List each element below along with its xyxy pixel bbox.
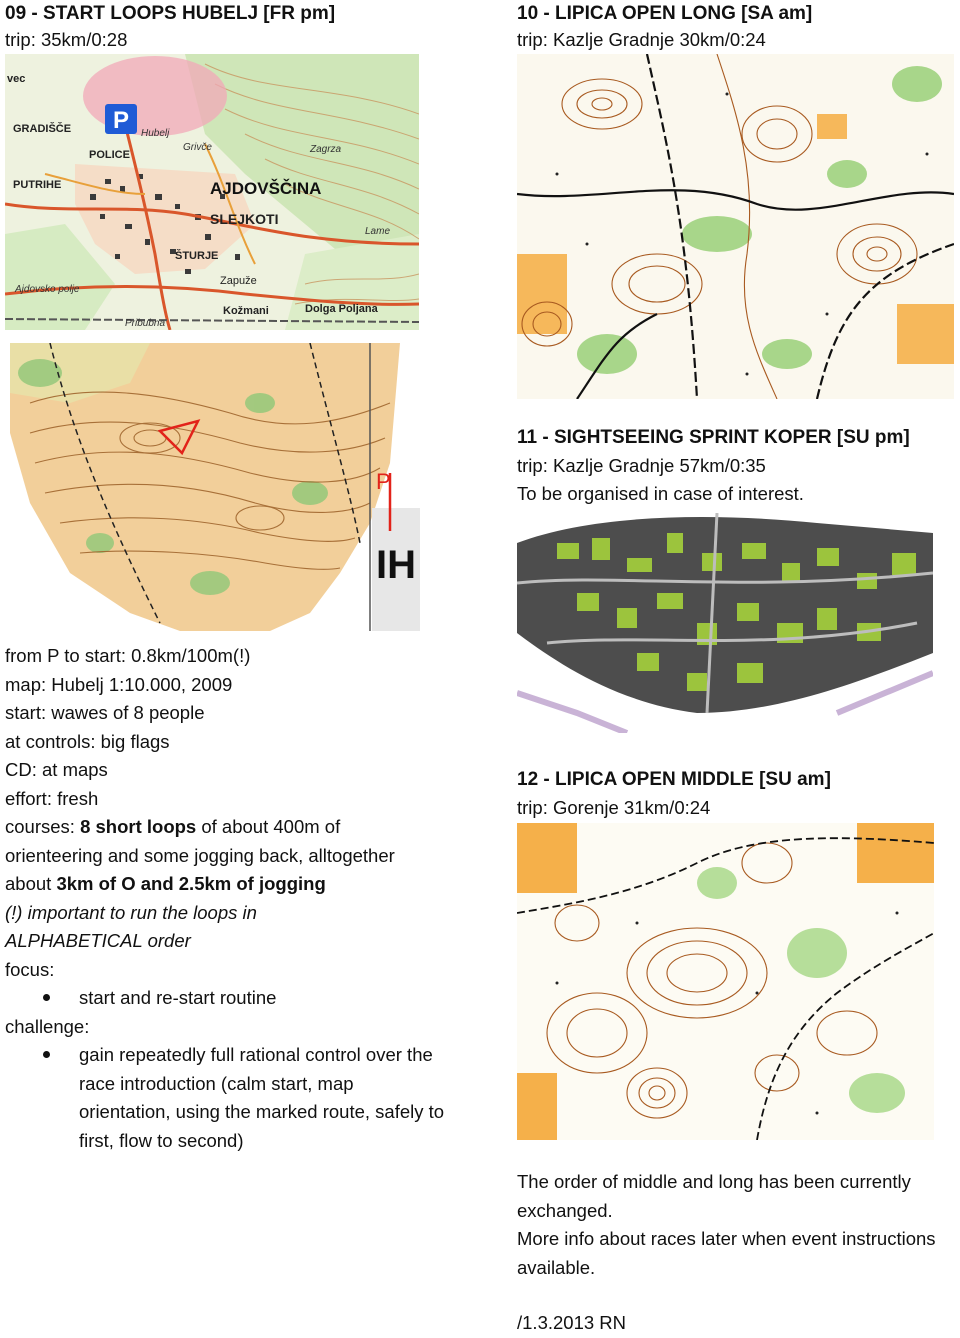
from-p-to-start: from P to start: 0.8km/100m(!) <box>5 645 251 666</box>
map-label-putrihe: PUTRIHE <box>13 179 62 191</box>
important-note: (!) important to run the loops in ALPHABETICAL order <box>5 901 257 951</box>
section-12-title: 12 - LIPICA OPEN MIDDLE [SU am] <box>517 769 831 790</box>
courses-info: courses: 8 short loops of about 400m of orienteering and some jogging back, alltogether about 3km of O and 2.5km of jogging <box>5 816 395 894</box>
map-label-zagrza: Zagrza <box>310 144 342 155</box>
map-label-ajdovsko-polje: Ajdovsko polje <box>15 284 80 295</box>
section-09-details <box>5 642 445 1155</box>
section-09-title: 09 - START LOOPS HUBELJ [FR pm] <box>5 3 336 24</box>
map-label-lame: Lame <box>365 226 391 237</box>
map-label-pribubna: Pribubna <box>125 318 166 329</box>
map-label-slejkoti: SLEJKOTI <box>210 211 279 227</box>
cd-info: CD: at maps <box>5 759 108 780</box>
start-info: start: wawes of 8 people <box>5 702 205 723</box>
map-label-gradisce: GRADIŠČE <box>13 123 72 135</box>
orienteering-map-letter: IH <box>376 543 416 587</box>
map-label-ajdovscina: AJDOVŠČINA <box>210 179 322 198</box>
map-label-grivce: Grivče <box>183 142 212 153</box>
section-10-title: 10 - LIPICA OPEN LONG [SA am] <box>517 3 813 24</box>
map-label-hubelj: Hubelj <box>141 128 170 139</box>
map-label-police: POLICE <box>89 149 130 161</box>
parking-sign-label: P <box>112 107 130 134</box>
focus-list <box>5 984 445 1013</box>
map-label-zapuze: Zapuže <box>220 275 257 287</box>
map-label-dolga-poljana: Dolga Poljana <box>305 303 378 315</box>
topographic-map-ajdovscina <box>5 54 419 330</box>
order-note: The order of middle and long has been currently exchanged. <box>517 1171 911 1221</box>
challenge-label: challenge: <box>5 1015 90 1037</box>
lipica-middle-map <box>517 823 934 1140</box>
focus-item: start and re-start routine <box>5 984 445 1013</box>
map-label-vec: vec <box>7 73 26 85</box>
section-11-title: 11 - SIGHTSEEING SPRINT KOPER [SU pm] <box>517 427 910 448</box>
effort-info: effort: fresh <box>5 787 99 809</box>
more-info-note: More info about races later when event instructions available. <box>517 1228 936 1278</box>
lipica-long-map <box>517 54 954 399</box>
orienteering-map-hubelj <box>10 343 420 631</box>
orienteering-map-parking: P <box>376 469 391 494</box>
challenge-item: gain repeatedly full rational control over the race introduction (calm start, map orientation, using the marked route, safely to first, flow to second) <box>5 1041 445 1155</box>
map-info: map: Hubelj 1:10.000, 2009 <box>5 673 233 695</box>
section-11-note: To be organised in case of interest. <box>517 483 804 504</box>
focus-label: focus: <box>5 958 55 980</box>
challenge-list <box>5 1041 445 1155</box>
koper-sprint-map <box>517 513 933 733</box>
section-10-trip: trip: Kazlje Gradnje 30km/0:24 <box>517 29 766 50</box>
section-12-trip: trip: Gorenje 31km/0:24 <box>517 797 711 818</box>
signature-date: /1.3.2013 RN <box>517 1312 627 1333</box>
controls-info: at controls: big flags <box>5 730 170 752</box>
map-label-sturje: ŠTURJE <box>175 250 219 262</box>
section-09-trip: trip: 35km/0:28 <box>5 29 128 50</box>
map-label-kozmani: Kožmani <box>223 305 269 317</box>
section-11-trip: trip: Kazlje Gradnje 57km/0:35 <box>517 455 766 476</box>
